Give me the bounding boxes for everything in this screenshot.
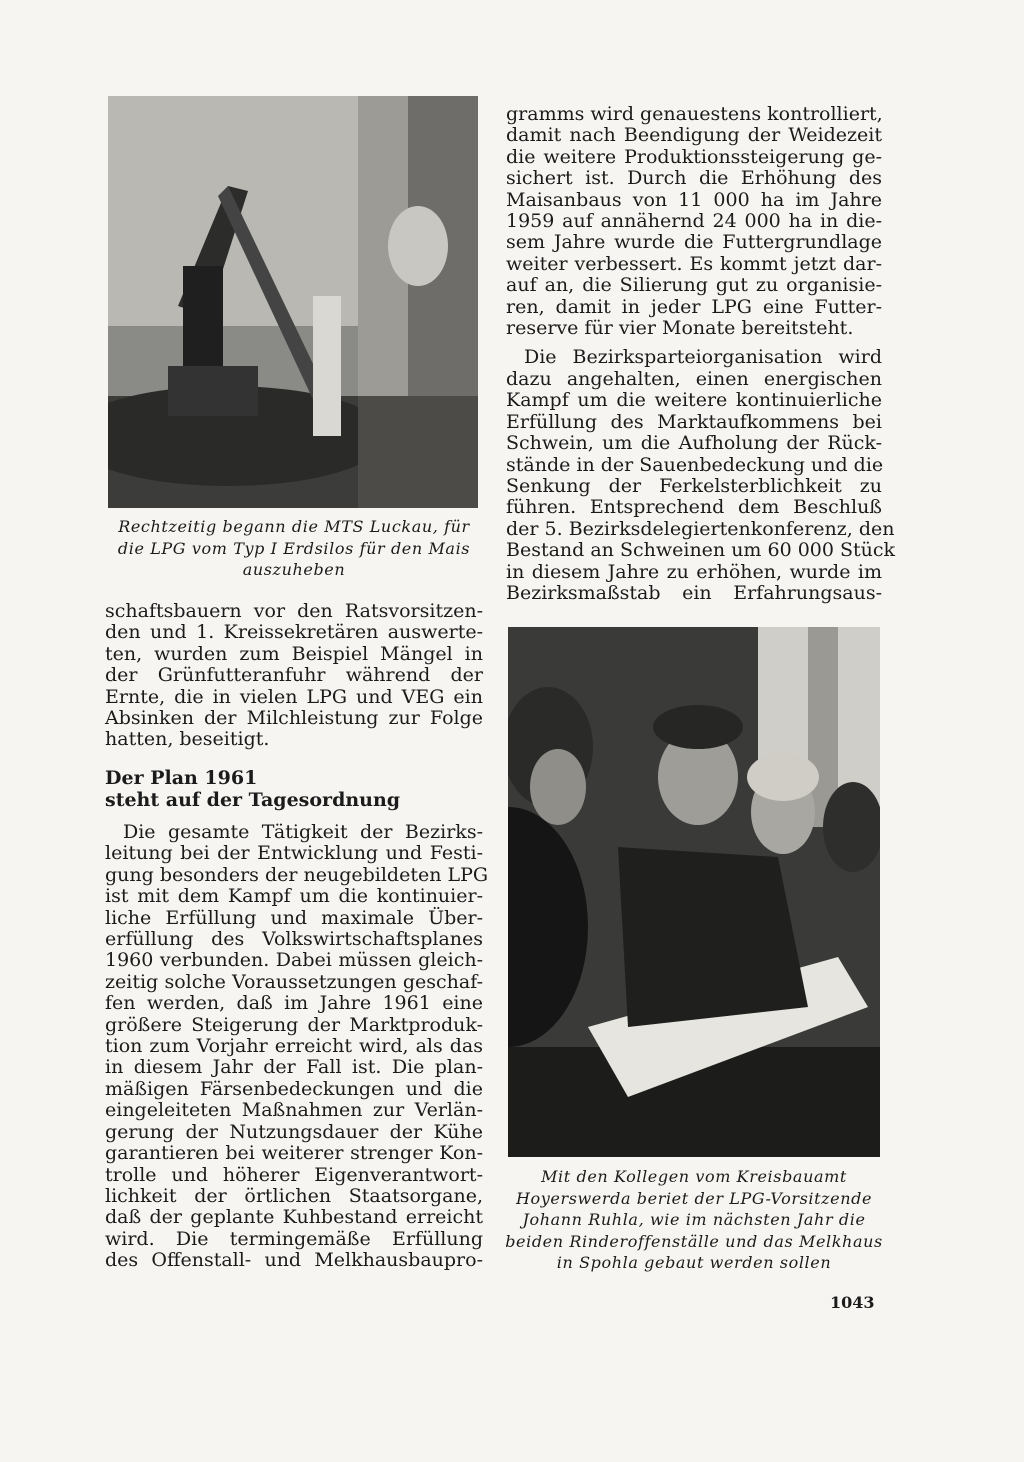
text-line: größere Steigerung der Marktproduk-	[105, 1013, 483, 1036]
text-line: auf an, die Silierung gut zu organisie-	[506, 274, 882, 297]
text-line: schaftsbauern vor den Ratsvorsitzen-	[105, 600, 483, 622]
text-line: erfüllung des Volkswirtschaftsplanes	[105, 928, 483, 951]
text-line: in diesem Jahre zu erhöhen, wurde im	[506, 560, 882, 583]
text-line: des Offenstall- und Melkhausbaupro-	[105, 1249, 483, 1272]
text-line: die weitere Produktionssteigerung ge-	[506, 145, 882, 168]
crane-photo-caption: Rechtzeitig begann die MTS Luckau, für die LPG vom Typ I Erdsilos für den Mais auszuheben	[117, 517, 471, 579]
text-line: lichkeit der örtlichen Staatsorgane,	[105, 1184, 483, 1207]
text-line: garantieren bei weiterer strenger Kon-	[105, 1142, 483, 1165]
text-line: reserve für vier Monate bereitsteht.	[506, 317, 854, 340]
text-line: führen. Entsprechend dem Beschluß	[506, 496, 882, 519]
text-line: in diesem Jahr der Fall ist. Die plan-	[105, 1056, 483, 1079]
text-line: Maisanbaus von 11 000 ha im Jahre	[506, 188, 882, 211]
text-line: liche Erfüllung und maximale Über-	[105, 906, 483, 929]
right-paragraph-1	[506, 104, 882, 339]
crane-photo	[108, 96, 478, 508]
text-line: stände in der Sauenbedeckung und die	[506, 453, 884, 476]
heading-line-1: Der Plan 1961	[105, 767, 258, 789]
text-line: dazu angehalten, einen energischen	[506, 367, 882, 390]
page-number: 1043	[830, 1293, 875, 1312]
text-line: Ernte, die in vielen LPG und VEG ein	[105, 685, 483, 708]
text-line: gerung der Nutzungsdauer der Kühe	[105, 1120, 483, 1143]
text-line: den und 1. Kreissekretären auswerte-	[105, 621, 483, 644]
meeting-photo-caption: Mit den Kollegen vom Kreisbauamt Hoyerswerda beriet der LPG-Vorsitzende Johann Ruhla, wie im nächsten Jahr die beiden Rinderoffenställe und das Melkhaus in Spohla gebaut werden sollen	[505, 1167, 883, 1272]
text-line: Bezirksmaßstab ein Erfahrungsaus-	[506, 581, 882, 604]
text-line: 1959 auf annähernd 24 000 ha in die-	[506, 210, 882, 233]
text-line: ten, wurden zum Beispiel Mängel in	[105, 642, 483, 665]
text-line: wird. Die termingemäße Erfüllung	[105, 1227, 483, 1250]
text-line: der Grünfutteranfuhr während der	[105, 664, 483, 687]
text-line: 1960 verbunden. Dabei müssen gleich-	[105, 949, 483, 972]
text-line: damit nach Beendigung der Weidezeit	[506, 124, 882, 147]
text-line: leitung bei der Entwicklung und Festi-	[105, 842, 483, 865]
text-line: trolle und höherer Eigenverantwort-	[105, 1163, 483, 1186]
text-line: gung besonders der neugebildeten LPG	[105, 863, 489, 886]
text-line: Bestand an Schweinen um 60 000 Stück	[506, 539, 896, 562]
section-heading	[105, 767, 483, 811]
left-paragraph-2	[105, 821, 489, 1272]
text-line: zeitig solche Voraussetzungen geschaf-	[105, 970, 483, 993]
left-column-text	[105, 601, 483, 751]
text-line: ist mit dem Kampf um die kontinuier-	[105, 885, 483, 908]
text-line: Die Bezirksparteiorganisation wird	[524, 346, 882, 369]
text-line: Erfüllung des Marktaufkommens bei	[506, 410, 882, 433]
text-line: tion zum Vorjahr erreicht wird, als das	[105, 1035, 483, 1058]
text-line: fen werden, daß im Jahre 1961 eine	[105, 992, 483, 1015]
left-column-text-2	[105, 821, 489, 1272]
text-line: der 5. Bezirksdelegiertenkonferenz, den	[506, 517, 895, 540]
text-line: Die gesamte Tätigkeit der Bezirks-	[123, 821, 483, 843]
right-paragraph-2	[506, 346, 896, 604]
text-line: Senkung der Ferkelsterblichkeit zu	[506, 474, 882, 497]
text-line: ren, damit in jeder LPG eine Futter-	[506, 295, 882, 318]
right-column-text	[506, 103, 896, 604]
text-line: Absinken der Milchleistung zur Folge	[105, 707, 483, 730]
left-paragraph-1	[105, 601, 483, 751]
text-line: weiter verbessert. Es kommt jetzt dar-	[506, 252, 882, 275]
text-line: sichert ist. Durch die Erhöhung des	[506, 167, 882, 190]
text-line: eingeleiteten Maßnahmen zur Verlän-	[105, 1099, 483, 1122]
text-line: sem Jahre wurde die Futtergrundlage	[506, 231, 882, 254]
text-line: Kampf um die weitere kontinuierliche	[506, 389, 882, 412]
text-line: Schwein, um die Aufholung der Rück-	[506, 432, 882, 455]
text-line: hatten, beseitigt.	[105, 728, 270, 751]
text-line: daß der geplante Kuhbestand erreicht	[105, 1206, 483, 1229]
text-line: mäßigen Färsenbedeckungen und die	[105, 1077, 483, 1100]
heading-line-2: steht auf der Tagesordnung	[105, 789, 401, 811]
text-line: gramms wird genauestens kontrolliert,	[506, 103, 883, 125]
meeting-photo	[508, 627, 880, 1157]
